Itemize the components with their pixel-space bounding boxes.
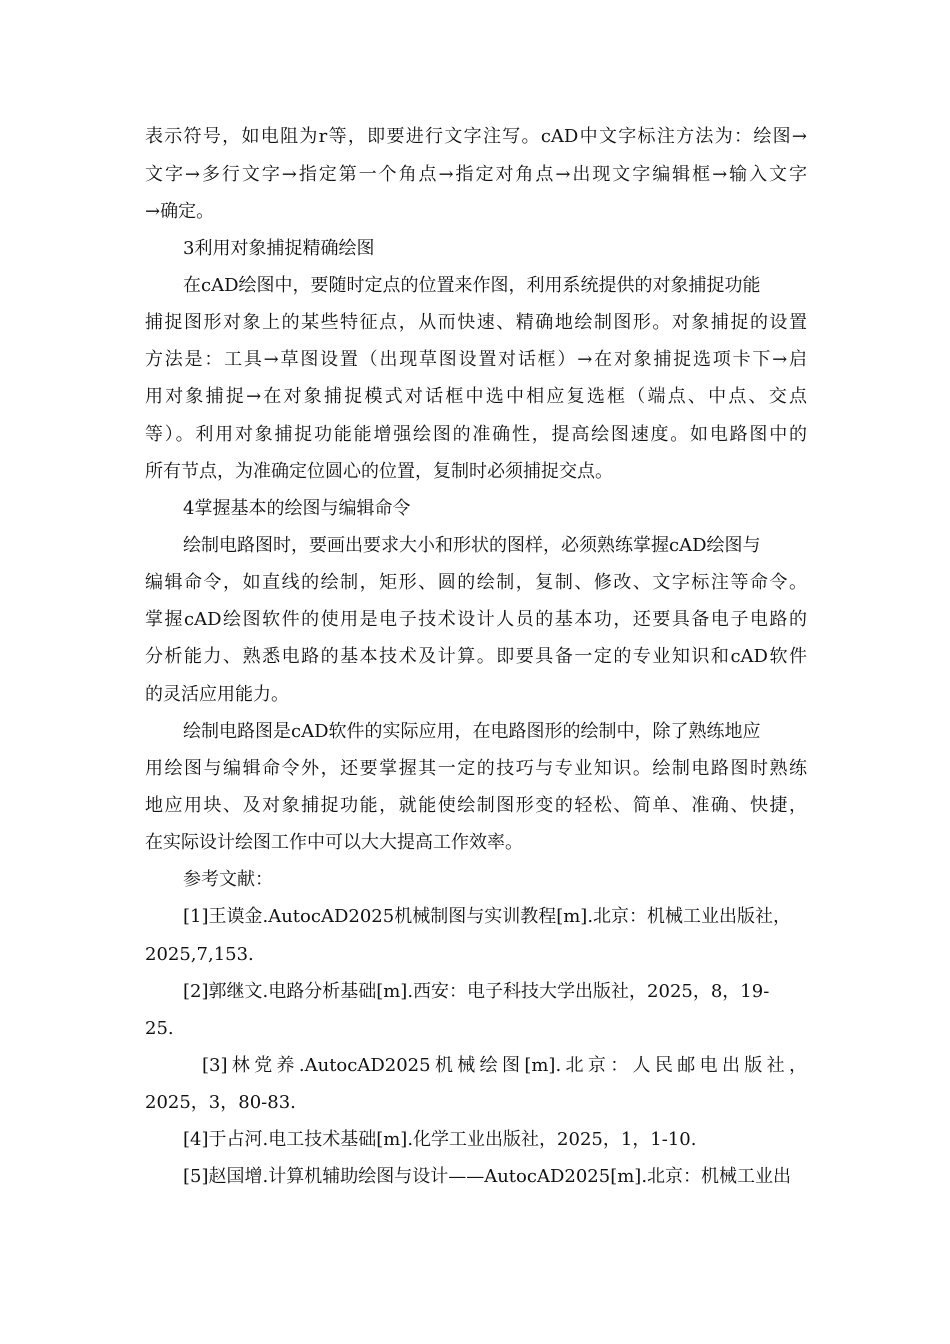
body-text-line: 方法是：工具→草图设置（出现草图设置对话框）→在对象捕捉选项卡下→启 [145,349,807,370]
body-text-line: 地应用块、及对象捕捉功能，就能使绘制图形变的轻松、简单、准确、快捷， [145,795,807,816]
body-text-line: 掌握cAD绘图软件的使用是电子技术设计人员的基本功，还要具备电子电路的 [145,609,807,630]
body-text-line: 分析能力、熟悉电路的基本技术及计算。即要具备一定的专业知识和cAD软件 [145,646,807,667]
body-text-line: 在cAD绘图中，要随时定点的位置来作图，利用系统提供的对象捕捉功能 [183,275,761,296]
section-heading: 3利用对象捕捉精确绘图 [183,238,375,259]
reference-line: 2025，3，80-83. [145,1092,296,1113]
body-text-line: 绘制电路图是cAD软件的实际应用，在电路图形的绘制中，除了熟练地应 [183,721,761,742]
body-text-line: 的灵活应用能力。 [145,684,289,705]
body-text-line: 用对象捕捉→在对象捕捉模式对话框中选中相应复选框（端点、中点、交点 [145,386,807,407]
body-text-line: 在实际设计绘图工作中可以大大提高工作效率。 [145,832,523,853]
reference-line: [4]于占河.电工技术基础[m].化学工业出版社，2025，1，1-10. [183,1129,697,1150]
body-text-line: 等）。利用对象捕捉功能能增强绘图的准确性，提高绘图速度。如电路图中的 [145,424,807,445]
reference-line: 2025,7,153. [145,944,254,965]
reference-line: [2]郭继文.电路分析基础[m].西安：电子科技大学出版社，2025，8，19- [183,981,770,1002]
body-text-line: 绘制电路图时，要画出要求大小和形状的图样，必须熟练掌握cAD绘图与 [183,535,761,556]
reference-line: 25. [145,1018,174,1039]
reference-line: [1]王谟金.AutocAD2025机械制图与实训教程[m].北京：机械工业出版社， [183,906,792,927]
references-heading: 参考文献： [183,869,273,890]
body-text-line: 所有节点，为准确定位圆心的位置，复制时必须捕捉交点。 [145,461,613,482]
body-text-line: 表示符号，如电阻为r等，即要进行文字注写。cAD中文字标注方法为：绘图→ [145,126,807,147]
reference-line: [5]赵国增.计算机辅助绘图与设计——AutocAD2025[m].北京：机械工业出 [183,1166,792,1187]
body-text-line: →确定。 [145,201,215,222]
body-text-line: 文字→多行文字→指定第一个角点→指定对角点→出现文字编辑框→输入文字 [145,164,807,185]
body-text-line: 捕捉图形对象上的某些特征点，从而快速、精确地绘制图形。对象捕捉的设置 [145,312,807,333]
body-text-line: 用绘图与编辑命令外，还要掌握其一定的技巧与专业知识。绘制电路图时熟练 [145,758,807,779]
reference-line: [3]林党养.AutocAD2025机械绘图[m].北京：人民邮电出版社， [202,1055,807,1076]
body-text-line: 编辑命令，如直线的绘制，矩形、圆的绘制，复制、修改、文字标注等命令。 [145,572,807,593]
section-heading: 4掌握基本的绘图与编辑命令 [183,498,411,519]
